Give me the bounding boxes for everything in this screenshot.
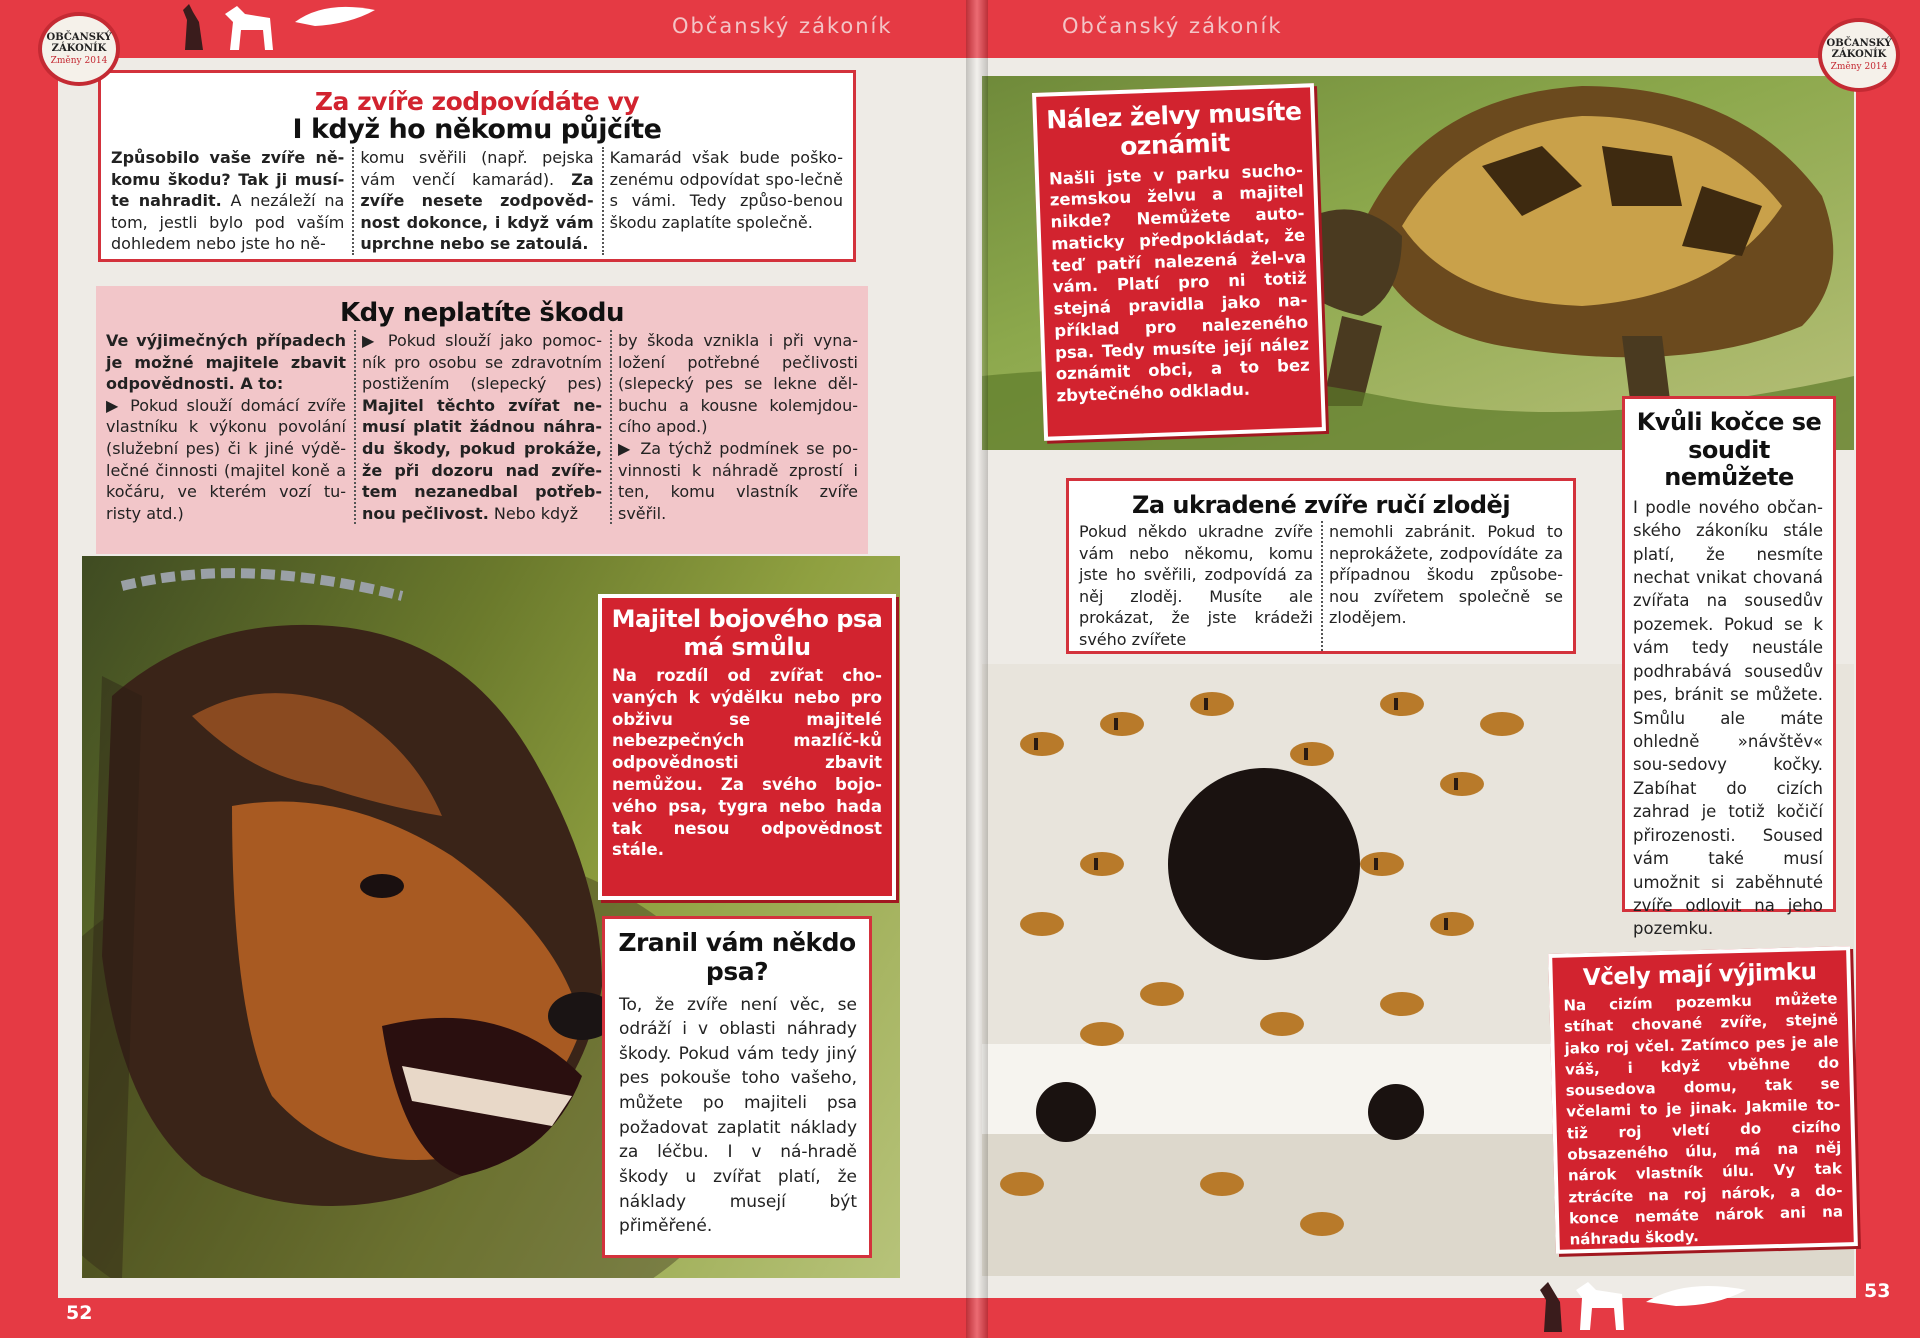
cat-box xyxy=(1622,396,1836,939)
cat-text: I podle nového občan-ského zákoníku stále platí, že nesmíte nechat vnikat chovaná zvířata na sousedův pozemek. Pokud se k vám tedy neustále podhrabává sousedův pes, bránit se můžete. Smůlu ale máte ohledně »návštěv« sou-sedovy kočky. Zabíhat do cizích zahrad je totiž kočičí přirozenosti. Soused vám také musí umožnit si zaběhnuté zvíře odlovit na jeho pozemku. xyxy=(1633,497,1823,939)
badge-line2: ZÁKONÍK xyxy=(51,43,107,54)
page-number: 53 xyxy=(1864,1280,1891,1302)
bees-box xyxy=(1548,946,1858,1254)
liability-col2-bold: Za zvíře nesete zodpověd-nost dokonce, i když vám uprchne nebo se zatoulá. xyxy=(360,169,594,254)
stolen-col1: Pokud někdo ukradne zvíře vám nebo někomu, komu jste ho svěřili, zodpovídá za něj zloděj. Musíte ale prokázat, že jste krádeži svého zvířete xyxy=(1079,522,1313,649)
no-pay-col2 xyxy=(354,330,602,524)
liability-col1-text: A nezáleží na tom, jestli bylo pod vaším dohledem nebo jste ho ně- xyxy=(111,191,345,254)
liability-col2-text: komu svěřili (např. pejska vám venčí kamarád). xyxy=(360,148,594,189)
animal-silhouettes-icon xyxy=(1536,1272,1756,1334)
zakonik-badge xyxy=(38,12,120,86)
injured-dog-text: To, že zvíře není věc, se odráží i v oblasti náhrady škody. Pokud vám tedy jiný pes pokouše toho vašeho, můžete po majiteli psa požadovat zaplatit náklady za léčbu. I v ná-hradě škody u zvířat platí, že náklady musejí být přiměřené. xyxy=(619,994,857,1237)
badge-line1: OBČANSKÝ xyxy=(1826,38,1892,49)
badge-line1: OBČANSKÝ xyxy=(46,32,112,43)
no-pay-col1-bold: Ve výjimečných případech je možné majitele zbavit odpovědnosti. A to: xyxy=(106,331,346,394)
no-pay-col2-bold: Majitel těchto zvířat ne-musí platit žádnou náhra-du škody, pokud prokáže, že při dozoru nad zvíře-tem nezanedbal potřeb-nou pečlivost. xyxy=(362,395,602,523)
liability-title2: I když ho někomu půjčíte xyxy=(292,114,662,145)
no-pay-col3-text: by škoda vznikla i při vyna-ložení potřebné pečlivosti (slepecký pes se lekne děl-buchu a kousne kolemjdou-cího apod.) xyxy=(618,331,858,437)
liability-col1 xyxy=(111,147,344,255)
badge-line3: Změny 2014 xyxy=(50,56,108,66)
no-pay-col3-text2: ▶ Za týchž podmínek se po-vinnosti k náhradě zprostí i ten, komu vlastník zvíře svěřil. xyxy=(618,438,858,523)
animal-silhouettes-icon xyxy=(175,0,385,52)
zakonik-badge xyxy=(1818,18,1900,92)
bees-title: Včely mají výjimku xyxy=(1582,958,1817,992)
cat-title: Kvůli kočce se soudit nemůžete xyxy=(1636,408,1822,492)
injured-dog-title: Zranil vám někdo psa? xyxy=(618,928,856,986)
no-pay-box xyxy=(96,286,868,554)
turtle-title: Nález želvy musíte oznámit xyxy=(1045,96,1302,161)
no-pay-col1-text: ▶ Pokud slouží domácí zvíře vlastníku k výkonu povolání (služební pes) či k jiné výdě-lečné činnosti (majitel koně a kočáru, ve kterém vozí tu-risty atd.) xyxy=(106,395,346,523)
liability-col3: Kamarád však bude poško-zenému odpovídat spo-lečně s vámi. Tedy způso-benou škodu zaplatíte společně. xyxy=(602,147,843,255)
liability-col1-bold: Způsobilo vaše zvíře ně-komu škodu? Tak ji musí-te nahradit. xyxy=(111,148,345,211)
bees-text: Na cizím pozemku můžete stíhat chované zvíře, stejně jako roj včel. Zatímco pes je ale váš, i když vběhne do sousedova domu, tak se včelami to je jinak. Jakmile to-tiž roj vletí do cizího obsazeného úlu, má na něj nárok vlastník úlu. Vy tak ztrácíte na roj nárok, a do-konce nemáte nárok ani na náhradu škody. xyxy=(1563,989,1844,1249)
badge-line3: Změny 2014 xyxy=(1830,62,1888,72)
book-gutter xyxy=(966,0,988,1338)
liability-title1: Za zvíře zodpovídáte vy xyxy=(314,87,640,116)
no-pay-col2-text: ▶ Pokud slouží jako pomoc-ník pro osobu se zdravotním postižením (slepecký pes) xyxy=(362,331,602,394)
stolen-title: Za ukradené zvíře ručí zloděj xyxy=(1131,491,1511,519)
fighting-dog-box xyxy=(598,594,896,900)
stolen-animal-box xyxy=(1066,478,1576,654)
no-pay-col2-tail: Nebo když xyxy=(488,503,578,523)
stolen-col2: nemohli zabránit. Pokud to neprokážete, zodpovídáte za případnou škodu způsobe-nou zvířetem společně se zlodějem. xyxy=(1321,521,1563,651)
no-pay-title: Kdy neplatíte škodu xyxy=(340,298,624,328)
liability-col2 xyxy=(352,147,593,255)
running-head: Občanský zákoník xyxy=(1062,14,1283,38)
liability-box xyxy=(98,70,856,262)
right-page xyxy=(976,0,1920,1338)
badge-line2: ZÁKONÍK xyxy=(1831,49,1887,60)
no-pay-col3 xyxy=(610,330,858,524)
fighting-dog-title: Majitel bojového psa má smůlu xyxy=(611,605,883,661)
running-head: Občanský zákoník xyxy=(672,14,893,38)
fighting-dog-text: Na rozdíl od zvířat cho-vaných k výdělku nebo pro obživu se majitelé nebezpečných mazlíč-ků odpovědnosti zbavit nemůžou. Za svého bojo-vého psa, tygra nebo hada tak nesou odpovědnost stále. xyxy=(612,666,882,860)
injured-dog-box xyxy=(602,916,872,1258)
turtle-text: Našli jste v parku sucho-zemskou želvu a majitel nikde? Nemůžete auto-maticky předpokládat, že teď patří nalezená žel-va vám. Platí pro ni totiž stejná pravidla jako na-příklad pro nalezeného psa. Tedy musíte její nález oznámit obci, a to bez zbytečného odkladu. xyxy=(1048,160,1311,406)
no-pay-col1 xyxy=(106,330,346,524)
page-number: 52 xyxy=(66,1302,93,1324)
turtle-box xyxy=(1032,83,1326,441)
